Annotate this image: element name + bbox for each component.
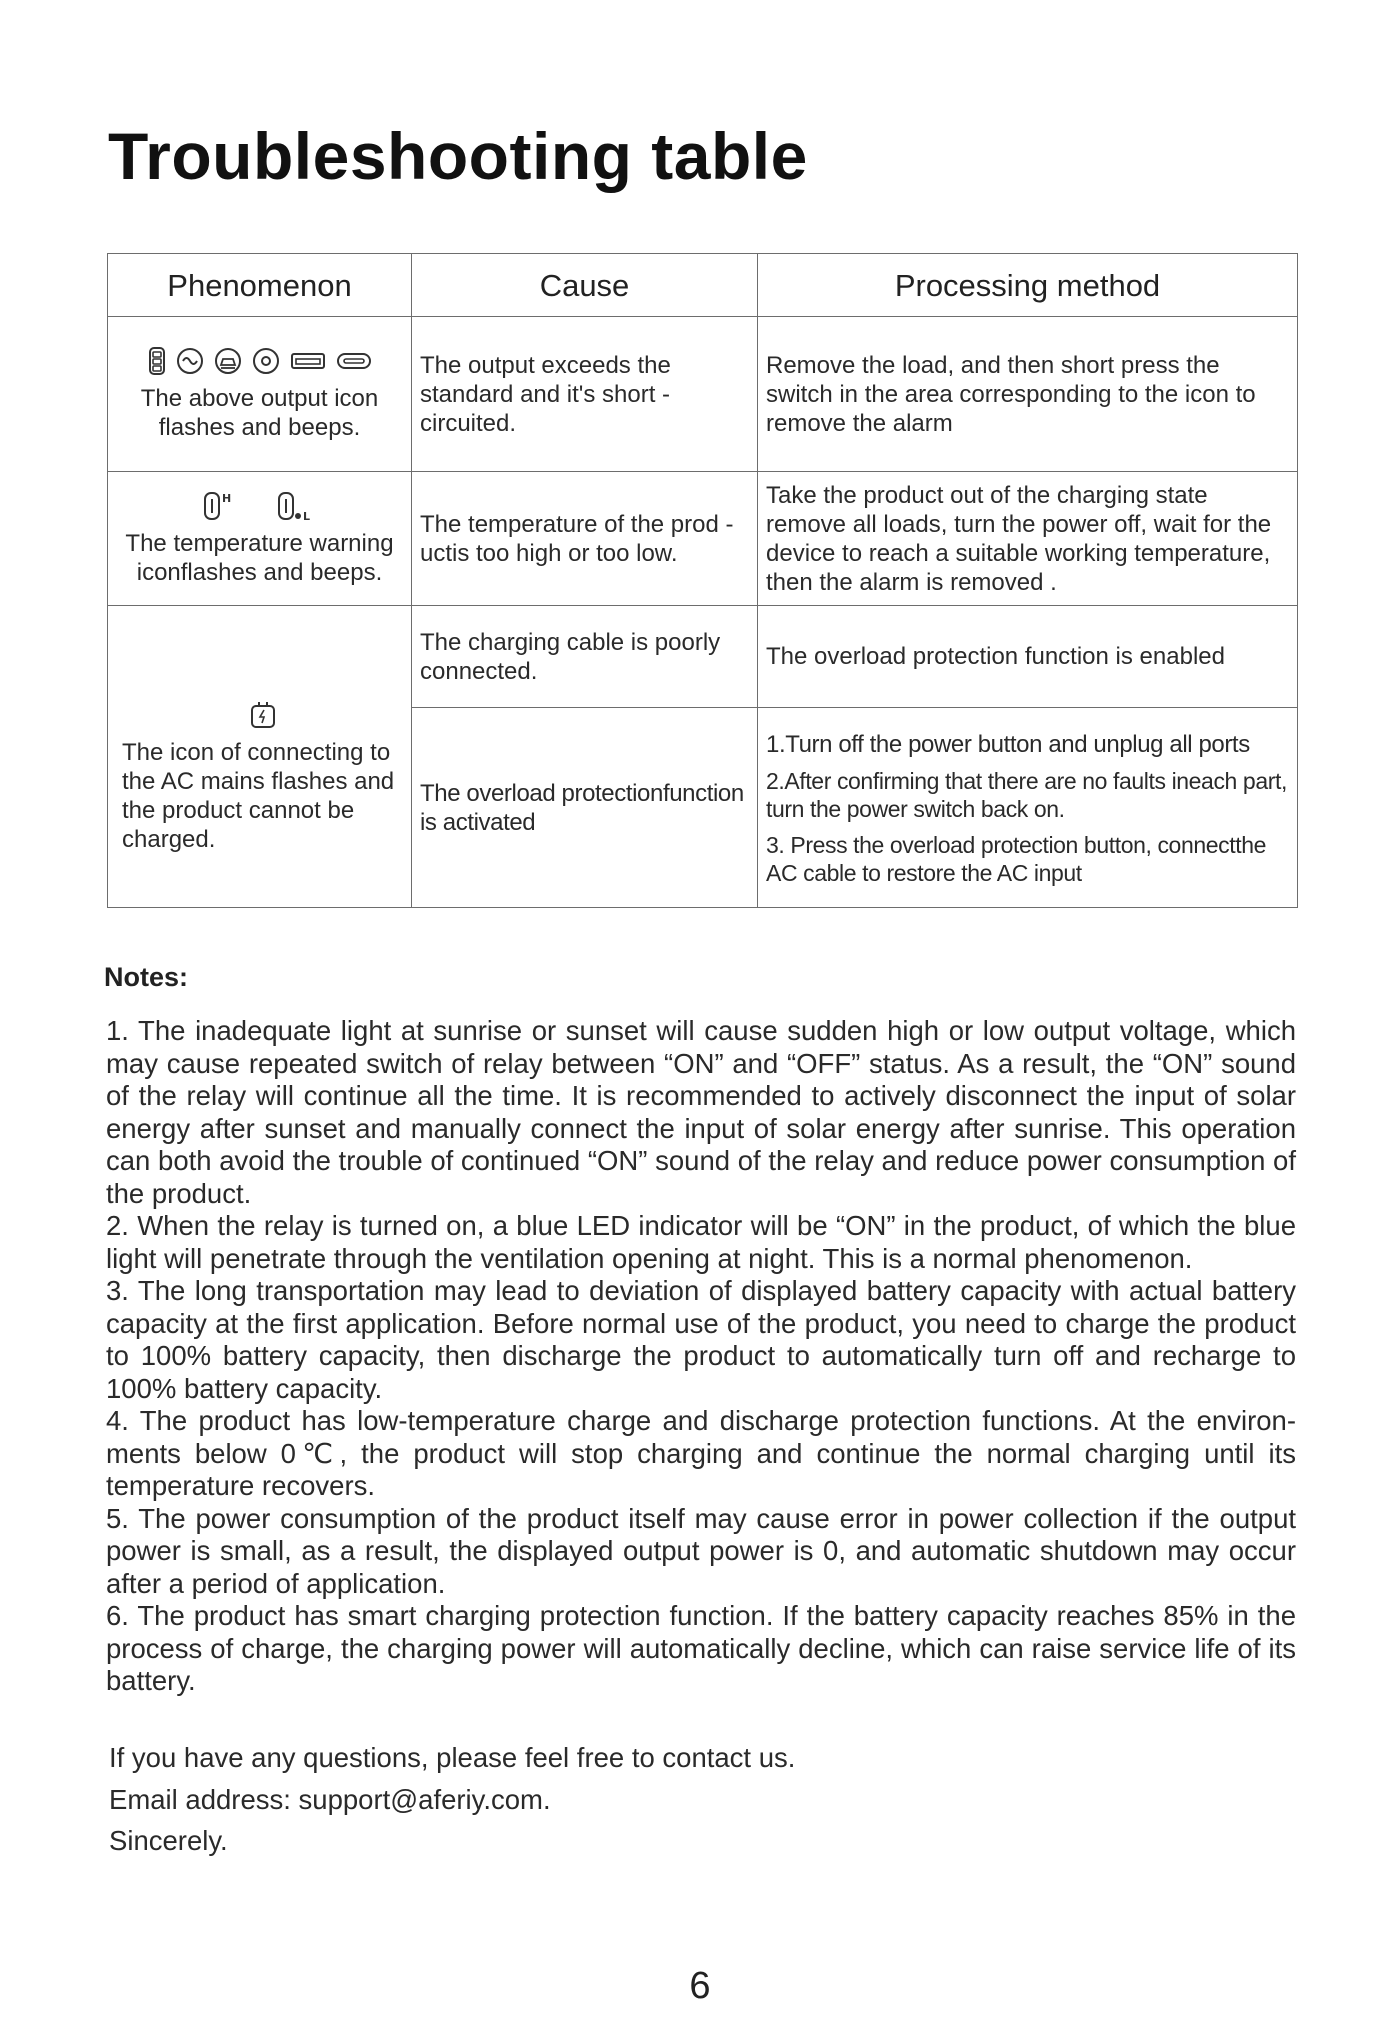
contact-email: Email address: support@aferiy.com.: [109, 1783, 551, 1815]
temperature-high-icon: [203, 491, 243, 521]
method-cell: [758, 708, 1298, 908]
cause-text: The overload protectionfunction is activated: [420, 779, 744, 836]
car-output-icon: [214, 347, 242, 375]
contact-signoff: Sincerely.: [109, 1825, 228, 1856]
cause-cell: The temperature of the prod -uctis too high or too low.: [412, 472, 758, 606]
notes-title: Notes:: [104, 962, 189, 992]
note-item: 1. The inadequate light at sunrise or sunset will cause sudden high or low output voltage, which may cause repeated switch of relay between “ON” and “OFF” status. As a result, the “ON” sound of the relay will continue all the time. It is recommended to actively disconnect the input of solar energy after sunset and manually connect the input of solar energy after sunrise. This operation can both avoid the trouble of continued “ON” sound of the relay and reduce power consumption of the product.: [106, 1015, 1296, 1209]
note-item: 5. The power consumption of the product itself may cause error in power collection if the output power is small, as a result, the displayed output power is 0, and automatic shutdown may occur after a period of application.: [106, 1502, 1296, 1599]
note-item: 2. When the relay is turned on, a blue LED indicator will be “ON” in the product, of which the blue light will penetrate through the ventilation opening at night. This is a normal phenomenon.: [106, 1210, 1296, 1274]
contact-line: If you have any questions, please feel free to contact us.: [109, 1742, 796, 1773]
output-icons: [116, 346, 403, 376]
contact-block: [109, 1737, 795, 1862]
temperature-low-label: L: [302, 509, 310, 521]
phenomenon-cell: [108, 606, 412, 908]
header-phenomenon: Phenomenon: [108, 254, 412, 317]
cause-cell: [412, 708, 758, 908]
page-title: Troubleshooting table: [108, 119, 808, 193]
battery-icon: [148, 346, 166, 376]
temperature-high-label: H: [221, 491, 231, 505]
method-cell: Take the product out of the charging state remove all loads, turn the power off, wait for the device to reach a suitable working temperature, then the alarm is removed .: [758, 472, 1298, 606]
troubleshooting-table: [107, 253, 1298, 908]
dc-output-icon: [252, 347, 280, 375]
method-step-1: 1.Turn off the power button and unplug all ports: [766, 730, 1250, 758]
notes-list: [106, 1015, 1296, 1698]
note-item: 3. The long transportation may lead to deviation of displayed battery capacity with actual battery capacity at the first application. Before normal use of the product, you need to charge the product to 100% battery capacity, then discharge the product to automatically turn off and recharge to 100% battery capacity.: [106, 1275, 1296, 1404]
table-header-row: [108, 254, 1298, 317]
cause-cell: The output exceeds the standard and it's short -circuited.: [412, 317, 758, 472]
ac-charging-icons: [122, 700, 403, 730]
method-step-3: 3. Press the overload protection button, connectthe AC cable to restore the AC input: [766, 831, 1266, 886]
ac-charging-icon: [249, 700, 277, 730]
usb-a-icon: [290, 351, 326, 371]
table-row: [108, 472, 1298, 606]
table-row: [108, 606, 1298, 708]
phenomenon-text: The icon of connecting to the AC mains flashes and the product cannot be charged.: [122, 738, 395, 853]
method-step-2: 2.After confirming that there are no faults ineach part, turn the power switch back on.: [766, 767, 1287, 822]
phenomenon-text: The above output icon flashes and beeps.: [140, 385, 379, 441]
temperature-low-icon: [277, 491, 317, 521]
header-processing-method: Processing method: [758, 254, 1298, 317]
ac-output-icon: [176, 347, 204, 375]
table-row: [108, 317, 1298, 472]
header-cause: Cause: [412, 254, 758, 317]
method-cell: The overload protection function is enabled: [758, 606, 1298, 708]
phenomenon-cell: [108, 317, 412, 472]
method-cell: Remove the load, and then short press the switch in the area corresponding to the icon to remove the alarm: [758, 317, 1298, 472]
page-number: 6: [689, 1965, 711, 2007]
temperature-icons: [116, 491, 403, 521]
note-item: 6. The product has smart charging protection function. If the battery capacity reaches 85% in the process of charge, the charging power will automatically decline, which can raise service life of its battery.: [106, 1600, 1296, 1696]
cause-cell: The charging cable is poorly connected.: [412, 606, 758, 708]
phenomenon-cell: [108, 472, 412, 606]
usb-c-icon: [336, 351, 372, 371]
phenomenon-text: The temperature warning iconflashes and beeps.: [125, 529, 394, 586]
note-item: 4. The product has low-temperature charge and discharge protection functions. At the environ-ments below 0℃, the product will stop charging and continue the normal charging until its temperature recovers.: [106, 1405, 1296, 1501]
